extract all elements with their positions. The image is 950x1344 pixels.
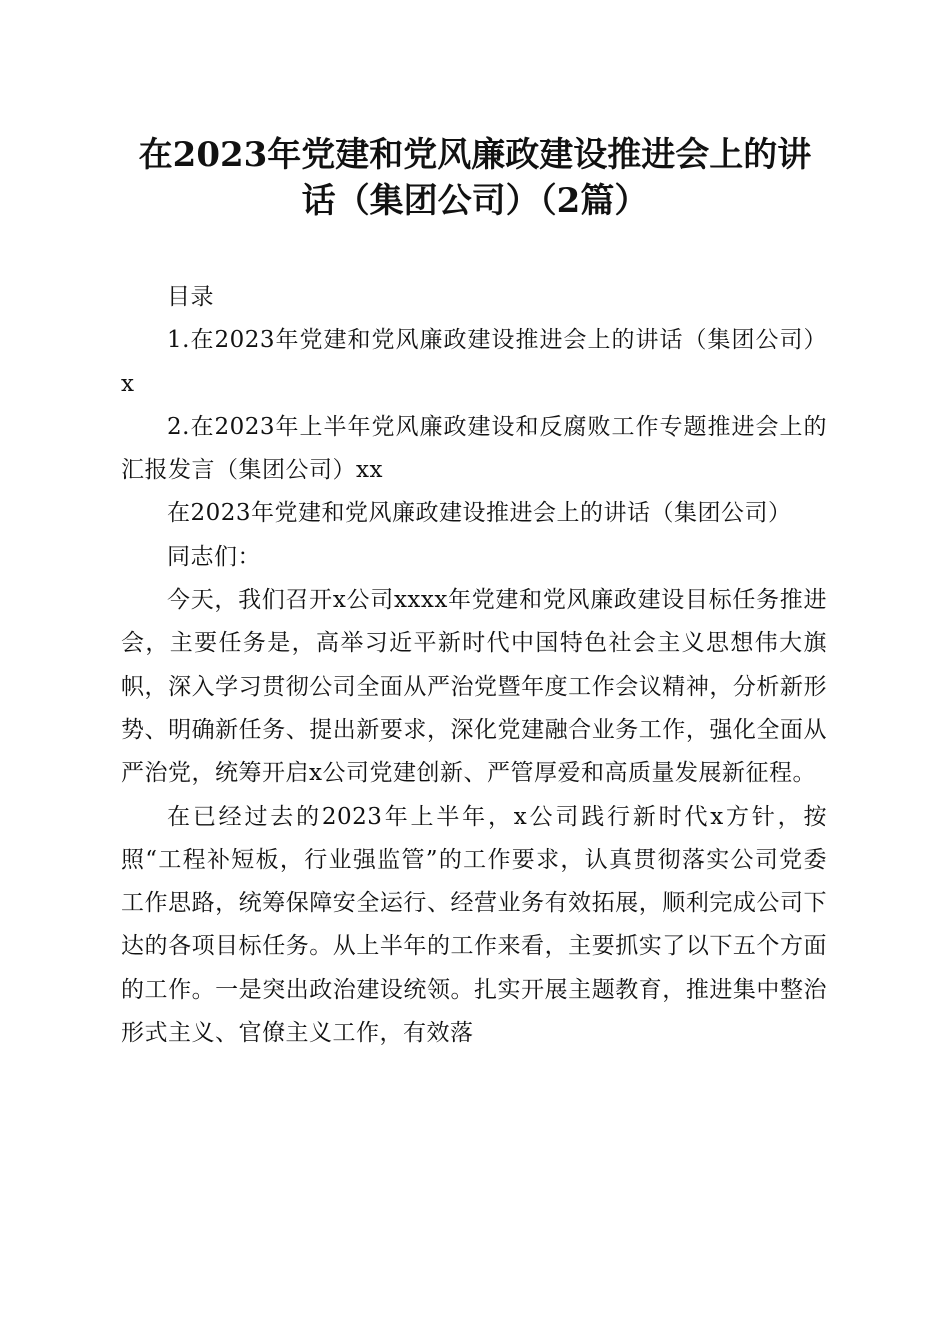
document-body (121, 276, 827, 1055)
document-title (110, 132, 840, 224)
title-line-2: 话（集团公司）（2篇） (301, 181, 649, 221)
salutation: 同志们： (167, 543, 261, 570)
toc-item-1: 1.在2023年党建和党风廉政建设推进会上的讲话（集团公司）x (121, 327, 827, 397)
paragraph-2: 在已经过去的2023年上半年，x公司践行新时代x方针，按照“工程补短板，行业强监管”的工作要求，认真贯彻落实公司党委工作思路，统筹保障安全运行、经营业务有效拓展，顺利完成公司下达的各项目标任务。从上半年的工作来看，主要抓实了以下五个方面的工作。一是突出政治建设统领。扎实开展主题教育，推进集中整治形式主义、官僚主义工作，有效落 (121, 803, 827, 1047)
title-line-1: 在2023年党建和党风廉政建设推进会上的讲 (138, 135, 812, 175)
toc-item-2: 2.在2023年上半年党风廉政建设和反腐败工作专题推进会上的汇报发言（集团公司）xx (121, 413, 827, 484)
paragraph-1: 今天，我们召开x公司xxxx年党建和党风廉政建设目标任务推进会，主要任务是，高举习近平新时代中国特色社会主义思想伟大旗帜，深入学习贯彻公司全面从严治党暨年度工作会议精神，分析新形势、明确新任务、提出新要求，深化党建融合业务工作，强化全面从严治党，统筹开启x公司党建创新、严管厚爱和高质量发展新征程。 (121, 587, 827, 787)
toc-heading: 目录 (167, 284, 214, 310)
section-title: 在2023年党建和党风廉政建设推进会上的讲话（集团公司） (167, 500, 792, 527)
